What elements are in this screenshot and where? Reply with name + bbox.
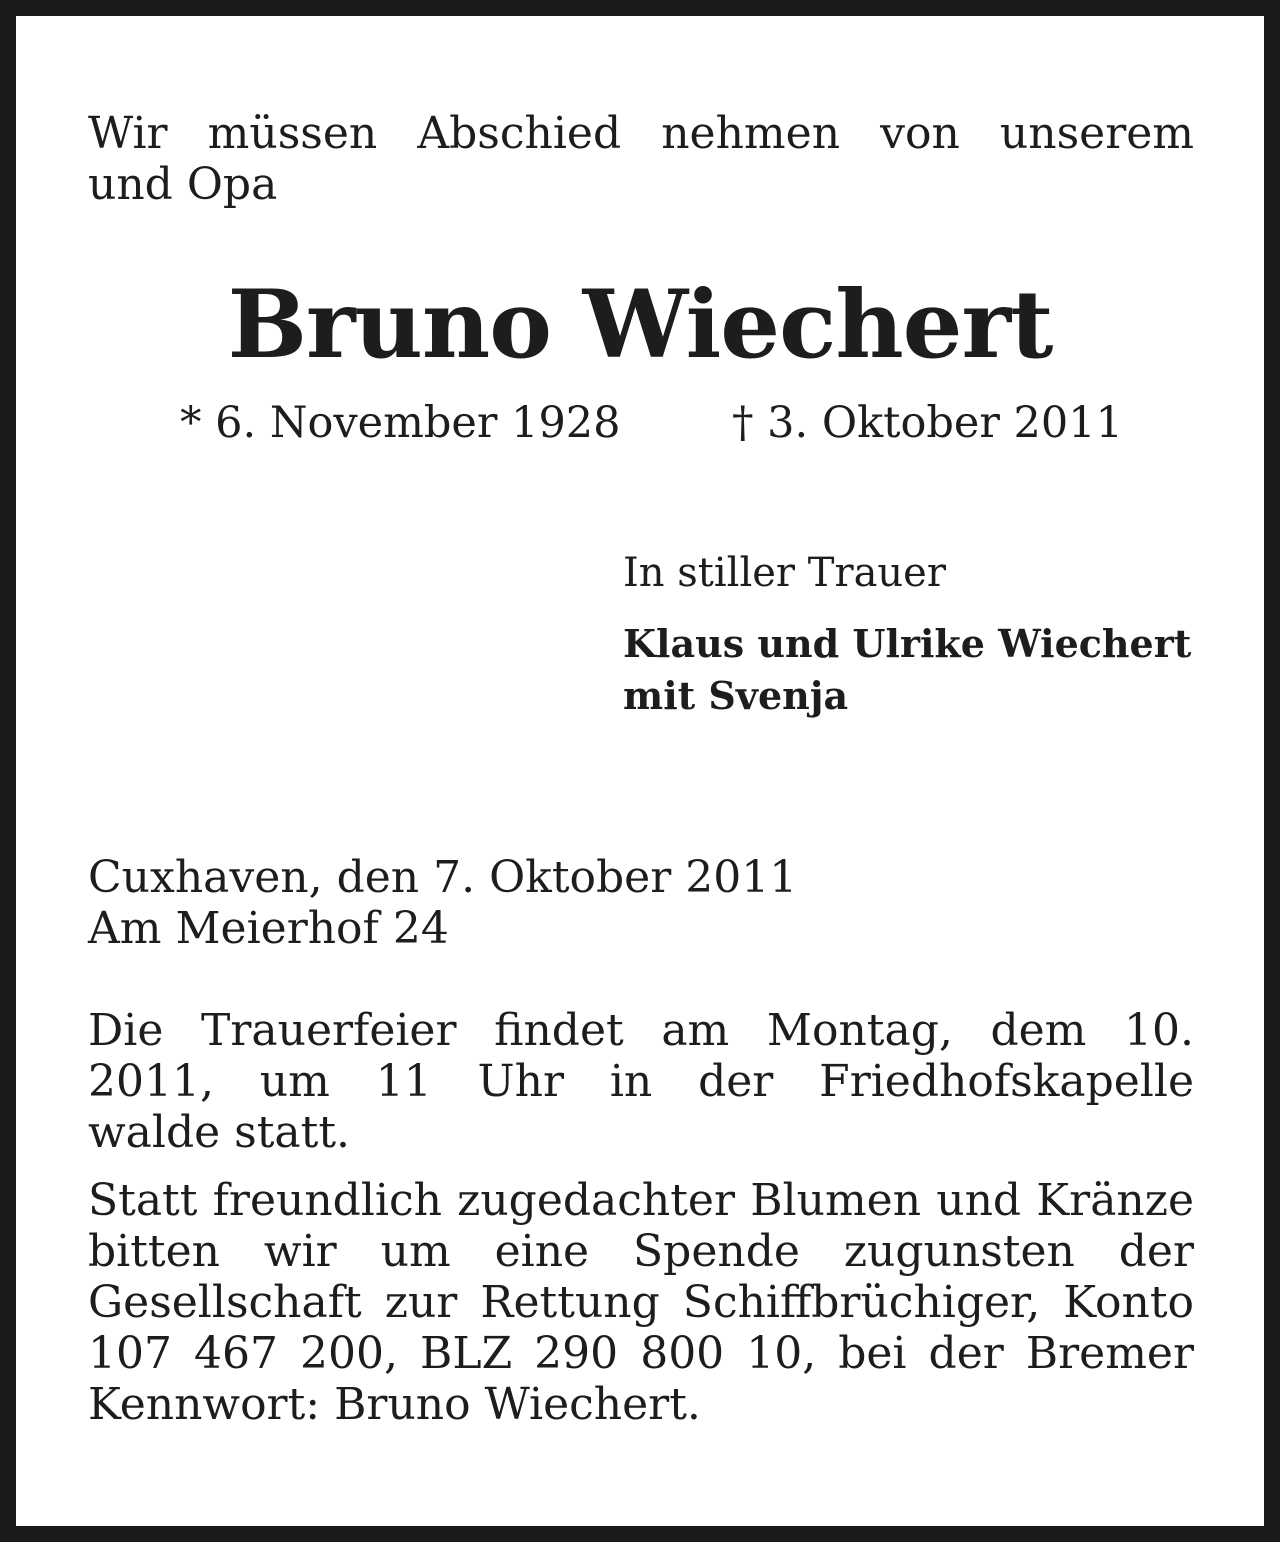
address: Am Meierhof 24	[88, 903, 449, 954]
deceased-name: Bruno Wiechert	[227, 270, 1053, 380]
donation-line-5: Kennwort: Bruno Wiechert.	[88, 1379, 701, 1430]
place-and-address	[88, 852, 888, 954]
funeral-line-1: Die Trauerfeier findet am Montag, dem 10.	[88, 1005, 1194, 1056]
funeral-info	[88, 1005, 1194, 1158]
death-date: † 3. Oktober 2011	[732, 398, 1123, 448]
donation-line-4: 107 467 200, BLZ 290 800 10, bei der Bremer	[88, 1328, 1194, 1379]
mourning-heading: In stiller Trauer	[623, 550, 946, 596]
intro-line-1: Wir müssen Abschied nehmen von unserem	[88, 108, 1194, 159]
donation-line-3: Gesellschaft zur Rettung Schiffbrüchiger, Konto	[88, 1277, 1194, 1328]
donation-info	[88, 1175, 1194, 1430]
funeral-line-2: 2011, um 11 Uhr in der Friedhofskapelle	[88, 1056, 1194, 1107]
funeral-line-3: walde statt.	[88, 1107, 351, 1158]
mourners-line-2: mit Svenja	[623, 673, 849, 718]
birth-date: * 6. November 1928	[180, 398, 621, 448]
donation-line-1: Statt freundlich zugedachter Blumen und Kränze	[88, 1175, 1194, 1226]
mourners-names	[623, 618, 1194, 722]
intro-text	[88, 108, 1194, 210]
donation-line-2: bitten wir um eine Spende zugunsten der	[88, 1226, 1194, 1277]
place-date: Cuxhaven, den 7. Oktober 2011	[88, 852, 798, 903]
mourners-line-1: Klaus und Ulrike Wiechert	[623, 621, 1192, 666]
intro-line-2: und Opa	[88, 159, 278, 210]
